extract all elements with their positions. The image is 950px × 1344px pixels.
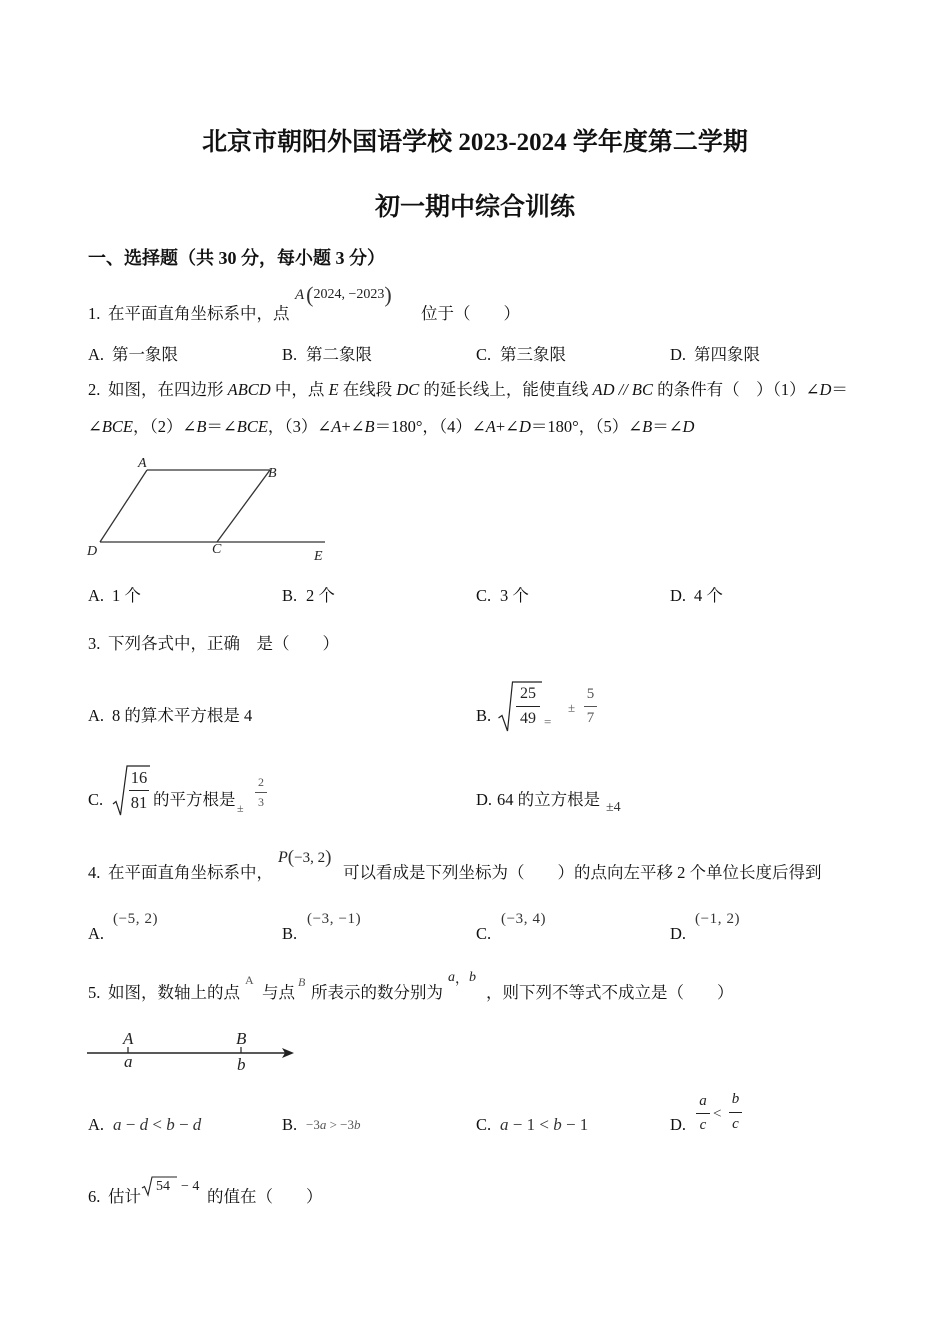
side-bc xyxy=(217,470,270,542)
text-run: < xyxy=(148,1115,167,1134)
text-run: > −3 xyxy=(326,1117,355,1132)
option-text: 第二象限 xyxy=(306,345,372,364)
denominator: 81 xyxy=(130,793,148,812)
text-run: 中，点 xyxy=(270,380,329,399)
numerator: 5 xyxy=(586,686,595,702)
less-than-sign: < xyxy=(713,1106,722,1122)
fraction-a-over-c xyxy=(696,1093,710,1134)
point-expression xyxy=(295,282,392,308)
option-label: A. xyxy=(88,924,105,943)
option-text: 1 个 xyxy=(112,586,141,605)
quadrilateral-figure xyxy=(85,452,335,568)
fraction-bar xyxy=(584,706,597,707)
question-text: 可以看成是下列坐标为（ ）的点向左平移 2 个单位长度后得到 xyxy=(343,863,822,882)
question-number: 4. xyxy=(88,863,101,882)
option-label: C. xyxy=(476,345,492,364)
label-value-a: a xyxy=(124,1052,133,1071)
option-label: A. xyxy=(88,1115,105,1134)
label-point-b: B xyxy=(236,1029,247,1048)
text-run: 如图，在四边形 xyxy=(108,380,228,399)
option-text: 3 个 xyxy=(500,586,529,605)
question-number: 1. xyxy=(88,304,101,323)
label-point-a: A xyxy=(123,1029,134,1048)
point-a-symbol: A xyxy=(245,973,254,987)
option-label: B. xyxy=(476,706,492,725)
math-variable: A xyxy=(331,417,342,436)
vertex-label-b: B xyxy=(268,466,277,481)
equals-sign: = xyxy=(544,714,552,729)
math-variable: E xyxy=(328,380,339,399)
vertex-label-a: A xyxy=(138,456,147,471)
text-run: ＝180°，（4）∠ xyxy=(374,417,486,436)
text-run: 在线段 xyxy=(338,380,397,399)
math-variable: a xyxy=(319,1117,327,1132)
option-inequality xyxy=(306,1116,361,1134)
fraction-bar xyxy=(129,790,149,791)
question-text: 在平面直角坐标系中， xyxy=(108,863,273,882)
math-variable: B xyxy=(642,417,653,436)
text-run: ＝180°，（5）∠ xyxy=(530,417,643,436)
question-text: 在平面直角坐标系中，点 xyxy=(108,304,290,323)
number-line xyxy=(80,1025,300,1075)
vertex-label-c: C xyxy=(212,542,222,557)
text-run: ，（3）∠ xyxy=(267,417,332,436)
math-variable: D xyxy=(819,380,832,399)
question-text-line-2 xyxy=(88,417,694,437)
coordinates: 2024, −2023 xyxy=(313,287,385,302)
math-variable: A xyxy=(485,417,496,436)
fraction-bar xyxy=(255,792,267,793)
math-variable: a xyxy=(500,1115,509,1134)
point-expression xyxy=(278,846,331,870)
question-text: 位于（ ） xyxy=(421,304,520,323)
question-number: 2. xyxy=(88,380,101,399)
math-variable: d xyxy=(192,1115,202,1134)
math-variable: b xyxy=(469,970,476,985)
math-variable: b xyxy=(553,1115,562,1134)
text-run: 的延长线上，能使直线 xyxy=(419,380,593,399)
math-variable: B xyxy=(364,417,375,436)
option-text: 64 的立方根是 xyxy=(497,790,601,809)
numerator: a xyxy=(699,1093,707,1109)
math-variable: BCE xyxy=(236,417,268,436)
text-run: − xyxy=(121,1115,140,1134)
option-label: D. xyxy=(476,790,493,809)
text-run: ∠ xyxy=(88,417,102,436)
open-paren: ( xyxy=(287,847,295,868)
question-text: ，则下列不等式不成立是（ ） xyxy=(486,983,734,1002)
radicand-fraction xyxy=(516,684,540,729)
option-coordinates: (−3, −1) xyxy=(307,911,362,927)
option-label: A. xyxy=(88,345,105,364)
text-run: +∠ xyxy=(341,417,365,436)
option-coordinates: (−1, 2) xyxy=(695,911,741,927)
math-variable: a xyxy=(448,970,455,985)
question-number: 5. xyxy=(88,983,101,1002)
option-label: D. xyxy=(670,586,687,605)
math-variable: DC xyxy=(396,380,420,399)
result-fraction xyxy=(584,685,597,728)
section-heading: 一、选择题（共 30 分，每小题 3 分） xyxy=(88,248,385,268)
text-run: − xyxy=(174,1115,193,1134)
close-paren: ) xyxy=(384,282,392,307)
radicand: 54 xyxy=(156,1179,170,1194)
text-run: ＝∠ xyxy=(206,417,237,436)
option-inequality xyxy=(500,1115,588,1135)
option-label: B. xyxy=(282,345,298,364)
fraction-bar xyxy=(516,706,540,707)
option-label: C. xyxy=(476,586,492,605)
plus-minus-sign: ± xyxy=(237,801,244,815)
option-label: D. xyxy=(670,924,687,943)
option-label: A. xyxy=(88,586,105,605)
option-coordinates: (−3, 4) xyxy=(501,911,547,927)
question-text: 估计 xyxy=(108,1187,141,1206)
math-variable: d xyxy=(139,1115,149,1134)
exam-title: 北京市朝阳外国语学校 2023-2024 学年度第二学期 xyxy=(202,129,748,156)
question-number: 3. xyxy=(88,634,101,653)
option-text: 2 个 xyxy=(306,586,335,605)
open-paren: ( xyxy=(306,282,314,307)
numerator: 25 xyxy=(520,685,536,702)
numerator: 2 xyxy=(258,775,264,789)
coordinates: −3, 2 xyxy=(294,849,326,866)
math-variable: b xyxy=(166,1115,175,1134)
math-variable: P xyxy=(278,849,288,866)
denominator: c xyxy=(699,1117,707,1133)
math-variable: B xyxy=(196,417,207,436)
close-paren: ) xyxy=(325,847,332,868)
fraction-bar xyxy=(696,1113,710,1114)
option-text: 8 的算术平方根是 4 xyxy=(112,706,253,725)
question-text: 所表示的数分别为 xyxy=(311,983,443,1002)
fraction-b-over-c xyxy=(729,1091,742,1133)
option-answer: ±4 xyxy=(606,800,621,815)
question-text: 与点 xyxy=(262,983,295,1002)
denominator: c xyxy=(732,1116,739,1132)
question-number: 6. xyxy=(88,1187,101,1206)
exam-subtitle: 初一期中综合训练 xyxy=(374,194,575,221)
option-label: B. xyxy=(282,586,298,605)
option-text: 4 个 xyxy=(694,586,723,605)
math-variable: b xyxy=(354,1117,361,1132)
numerator: 16 xyxy=(130,768,148,787)
question-text: 如图，数轴上的点 xyxy=(108,983,240,1002)
option-label: D. xyxy=(670,345,687,364)
text-run: 的条件有（ ）（1）∠ xyxy=(652,380,820,399)
plus-minus-sign: ± xyxy=(568,700,576,715)
option-label: D. xyxy=(670,1115,687,1134)
fraction-bar xyxy=(729,1112,742,1113)
math-variable: D xyxy=(519,417,531,436)
side-ad xyxy=(100,470,147,542)
math-variable: a xyxy=(113,1115,122,1134)
label-value-b: b xyxy=(237,1055,246,1074)
option-label: A. xyxy=(88,706,105,725)
option-text: 的平方根是 xyxy=(153,790,236,809)
radicand-fraction xyxy=(129,768,149,813)
option-label: C. xyxy=(476,924,492,943)
result-fraction xyxy=(255,775,267,810)
text-run: − 1 xyxy=(561,1115,589,1134)
text-run: ，（2）∠ xyxy=(133,417,197,436)
option-label: C. xyxy=(476,1115,492,1134)
question-text: 下列各式中，正确 是（ ） xyxy=(108,634,339,653)
denominator: 3 xyxy=(258,795,264,809)
text-run: − 1 < xyxy=(508,1115,554,1134)
math-variable: ABCD xyxy=(227,380,271,399)
numerator: b xyxy=(731,1091,740,1107)
math-variable: BCE xyxy=(101,417,133,436)
math-variable: A xyxy=(295,286,305,303)
text-run: −3 xyxy=(306,1117,320,1132)
denominator: 7 xyxy=(586,710,595,726)
denominator: 49 xyxy=(520,710,536,727)
point-b-symbol: B xyxy=(298,975,306,989)
question-text: 的值在（ ） xyxy=(207,1187,323,1206)
separator: ， xyxy=(455,972,469,987)
question-text-line-1 xyxy=(108,380,848,400)
option-inequality xyxy=(113,1115,201,1135)
vertex-label-d: D xyxy=(87,544,98,559)
variables-expression xyxy=(448,968,476,988)
point-label-e: E xyxy=(314,549,323,564)
option-coordinates: (−5, 2) xyxy=(113,911,159,927)
text-run: ＝∠ xyxy=(652,417,683,436)
math-variable: AD // BC xyxy=(592,380,653,399)
option-text: 第三象限 xyxy=(500,345,566,364)
text-run: +∠ xyxy=(495,417,519,436)
math-variable: D xyxy=(682,417,695,436)
option-label: C. xyxy=(88,790,104,809)
option-label: B. xyxy=(282,1115,298,1134)
option-label: B. xyxy=(282,924,298,943)
option-text: 第四象限 xyxy=(694,345,760,364)
text-run: ＝ xyxy=(831,380,848,399)
subtraction-term: − 4 xyxy=(181,1179,200,1194)
option-text: 第一象限 xyxy=(112,345,178,364)
